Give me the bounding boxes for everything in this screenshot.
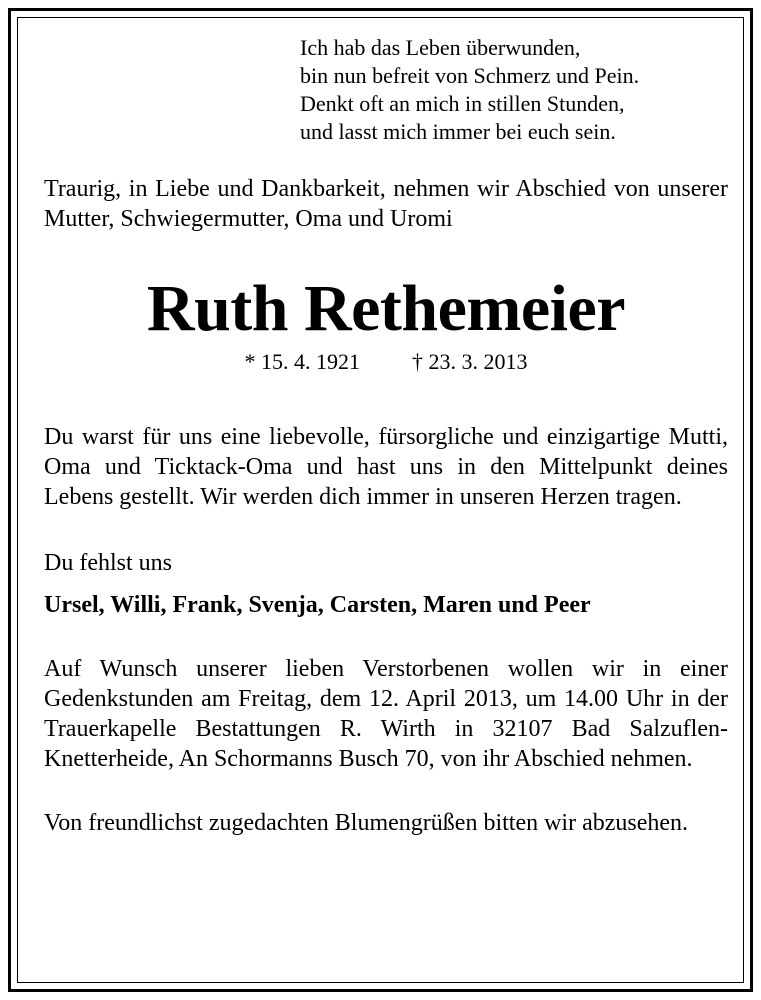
poem-line-1: Ich hab das Leben überwunden, (300, 35, 581, 60)
ceremony-text: Auf Wunsch unserer lieben Verstorbenen wollen wir in einer Gedenkstunden am Freitag, dem 12. April 2013, um 14.00 Uhr in der Trauerkapelle Bestattungen R. Wirth in 32107 Bad Salzuflen-Knetterheide, An Schormanns Busch 70, von ihr Abschied nehmen. (44, 656, 728, 772)
tribute-text: Du warst für uns eine liebevolle, fürsorgliche und einzigartige Mutti, Oma und Ticktack-Oma und hast uns in den Mittelpunkt deines Lebens gestellt. Wir werden dich immer in unseren Herzen tragen. (44, 424, 728, 510)
poem-line-4: und lasst mich immer bei euch sein. (300, 119, 616, 144)
birth-date: * 15. 4. 1921 (244, 349, 360, 374)
intro-text: Traurig, in Liebe und Dankbarkeit, nehmen wir Abschied von unserer Mutter, Schwiegermutter, Oma und Uromi (44, 176, 728, 232)
life-dates (44, 348, 728, 376)
flowers-note: Von freundlichst zugedachten Blumengrüßen bitten wir abzusehen. (44, 810, 689, 836)
poem-line-2: bin nun befreit von Schmerz und Pein. (300, 63, 640, 88)
death-date: † 23. 3. 2013 (412, 349, 528, 374)
family-names: Ursel, Willi, Frank, Svenja, Carsten, Maren und Peer (44, 592, 591, 618)
obituary-content (44, 34, 728, 838)
poem (300, 34, 728, 146)
missing-line: Du fehlst uns (44, 550, 172, 576)
deceased-name: Ruth Rethemeier (146, 272, 626, 345)
poem-line-3: Denkt oft an mich in stillen Stunden, (300, 91, 625, 116)
